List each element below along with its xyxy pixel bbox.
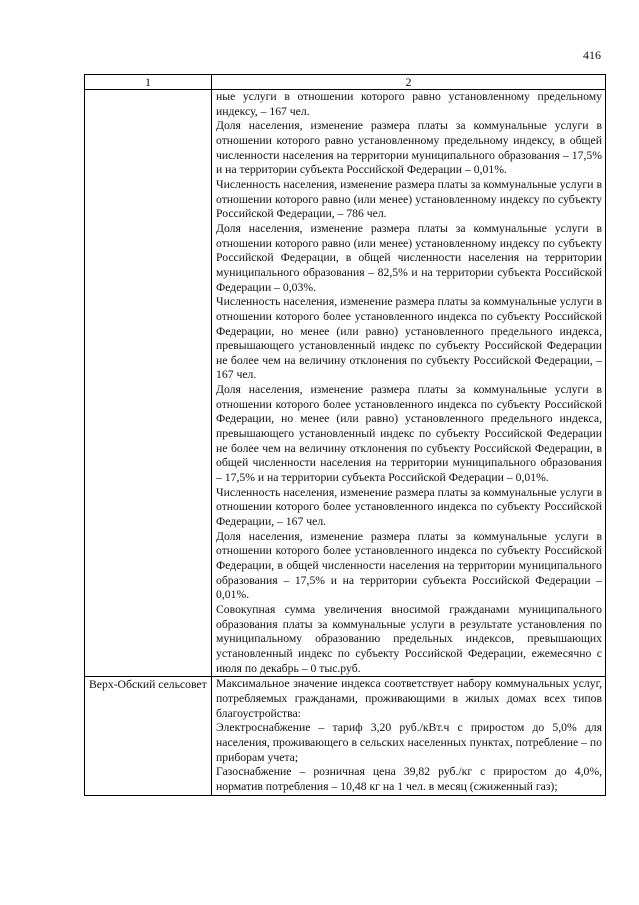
description-paragraph: Доля населения, изменение размера платы за коммунальные услуги в отношении которого равно (или менее) установленному индексу по субъекту Российской Федерации, в общей численности населения на территории муниципального образования – 82,5% и на территории субъекта Российской Федерации – 0,03%. (216, 221, 602, 294)
description-paragraph: Доля населения, изменение размера платы за коммунальные услуги в отношении которого равно установленному предельному индексу, в общей численности населения на территории муниципального образования – 17,5% и на территории субъекта Российской Федерации – 0,01%. (216, 119, 602, 177)
column-header-2: 2 (212, 75, 606, 90)
table-row (85, 677, 606, 795)
table-header-row (85, 75, 606, 90)
description-paragraph: Численность населения, изменение размера платы за коммунальные услуги в отношении которого более установленного индекса по субъекту Российской Федерации, – 167 чел. (216, 485, 602, 529)
description-paragraph: Численность населения, изменение размера платы за коммунальные услуги в отношении которого равно (или менее) установленному индексу по субъекту Российской Федерации, – 786 чел. (216, 177, 602, 221)
description-paragraph: Электроснабжение – тариф 3,20 руб./кВт.ч с приростом до 5,0% для населения, проживающего в сельских населенных пунктах, потребление – по приборам учета; (216, 721, 602, 764)
table-row (85, 90, 606, 677)
municipality-name-cell (85, 90, 212, 677)
description-paragraph: Максимальное значение индекса соответствует набору коммунальных услуг, потребляемых гражданами, проживающими в жилых домах всех типов благоустройства: (216, 677, 602, 720)
description-paragraph: Доля населения, изменение размера платы за коммунальные услуги в отношении которого более установленного индекса по субъекту Российской Федерации, но менее (или равно) установленного предельного индекса, превышающего установленный индекс по субъекту Российской Федерации не более чем на величину отклонения по субъекту Российской Федерации, в общей численности населения на территории муниципального образования – 17,5% и на территории субъекта Российской Федерации – 0,01%. (216, 383, 602, 485)
page-number: 416 (583, 48, 601, 62)
description-paragraph: Газоснабжение – розничная цена 39,82 руб./кг с приростом до 4,0%, норматив потребления – 10,48 кг на 1 чел. в месяц (сжиженный газ); (216, 765, 602, 793)
description-paragraph: Численность населения, изменение размера платы за коммунальные услуги в отношении которого более установленного индекса по субъекту Российской Федерации, но менее (или равно) установленного предельного индекса, превышающего установленный индекс по субъекту Российской Федерации не более чем на величину отклонения по субъекту Российской Федерации, – 167 чел. (216, 295, 602, 382)
municipality-name-cell: Верх-Обский сельсовет (85, 677, 212, 795)
description-paragraph: Совокупная сумма увеличения вносимой гражданами муниципального образования платы за коммунальные услуги в результате установления по муниципальному образованию предельных индексов, превышающих установленный индекс по субъекту Российской Федерации, ежемесячно с июля по декабрь – 0 тыс.руб. (216, 602, 602, 675)
description-paragraph: ные услуги в отношении которого равно установленному предельному индексу, – 167 чел. (216, 90, 602, 118)
description-cell (212, 90, 606, 677)
description-paragraph: Доля населения, изменение размера платы за коммунальные услуги в отношении которого более установленного индекса по субъекту Российской Федерации, в общей численности населения на территории муниципального образования – 17,5% и на территории субъекта Российской Федерации – 0,01%. (216, 529, 602, 602)
document-table (84, 74, 606, 796)
column-header-1: 1 (85, 75, 212, 90)
description-cell (212, 677, 606, 795)
